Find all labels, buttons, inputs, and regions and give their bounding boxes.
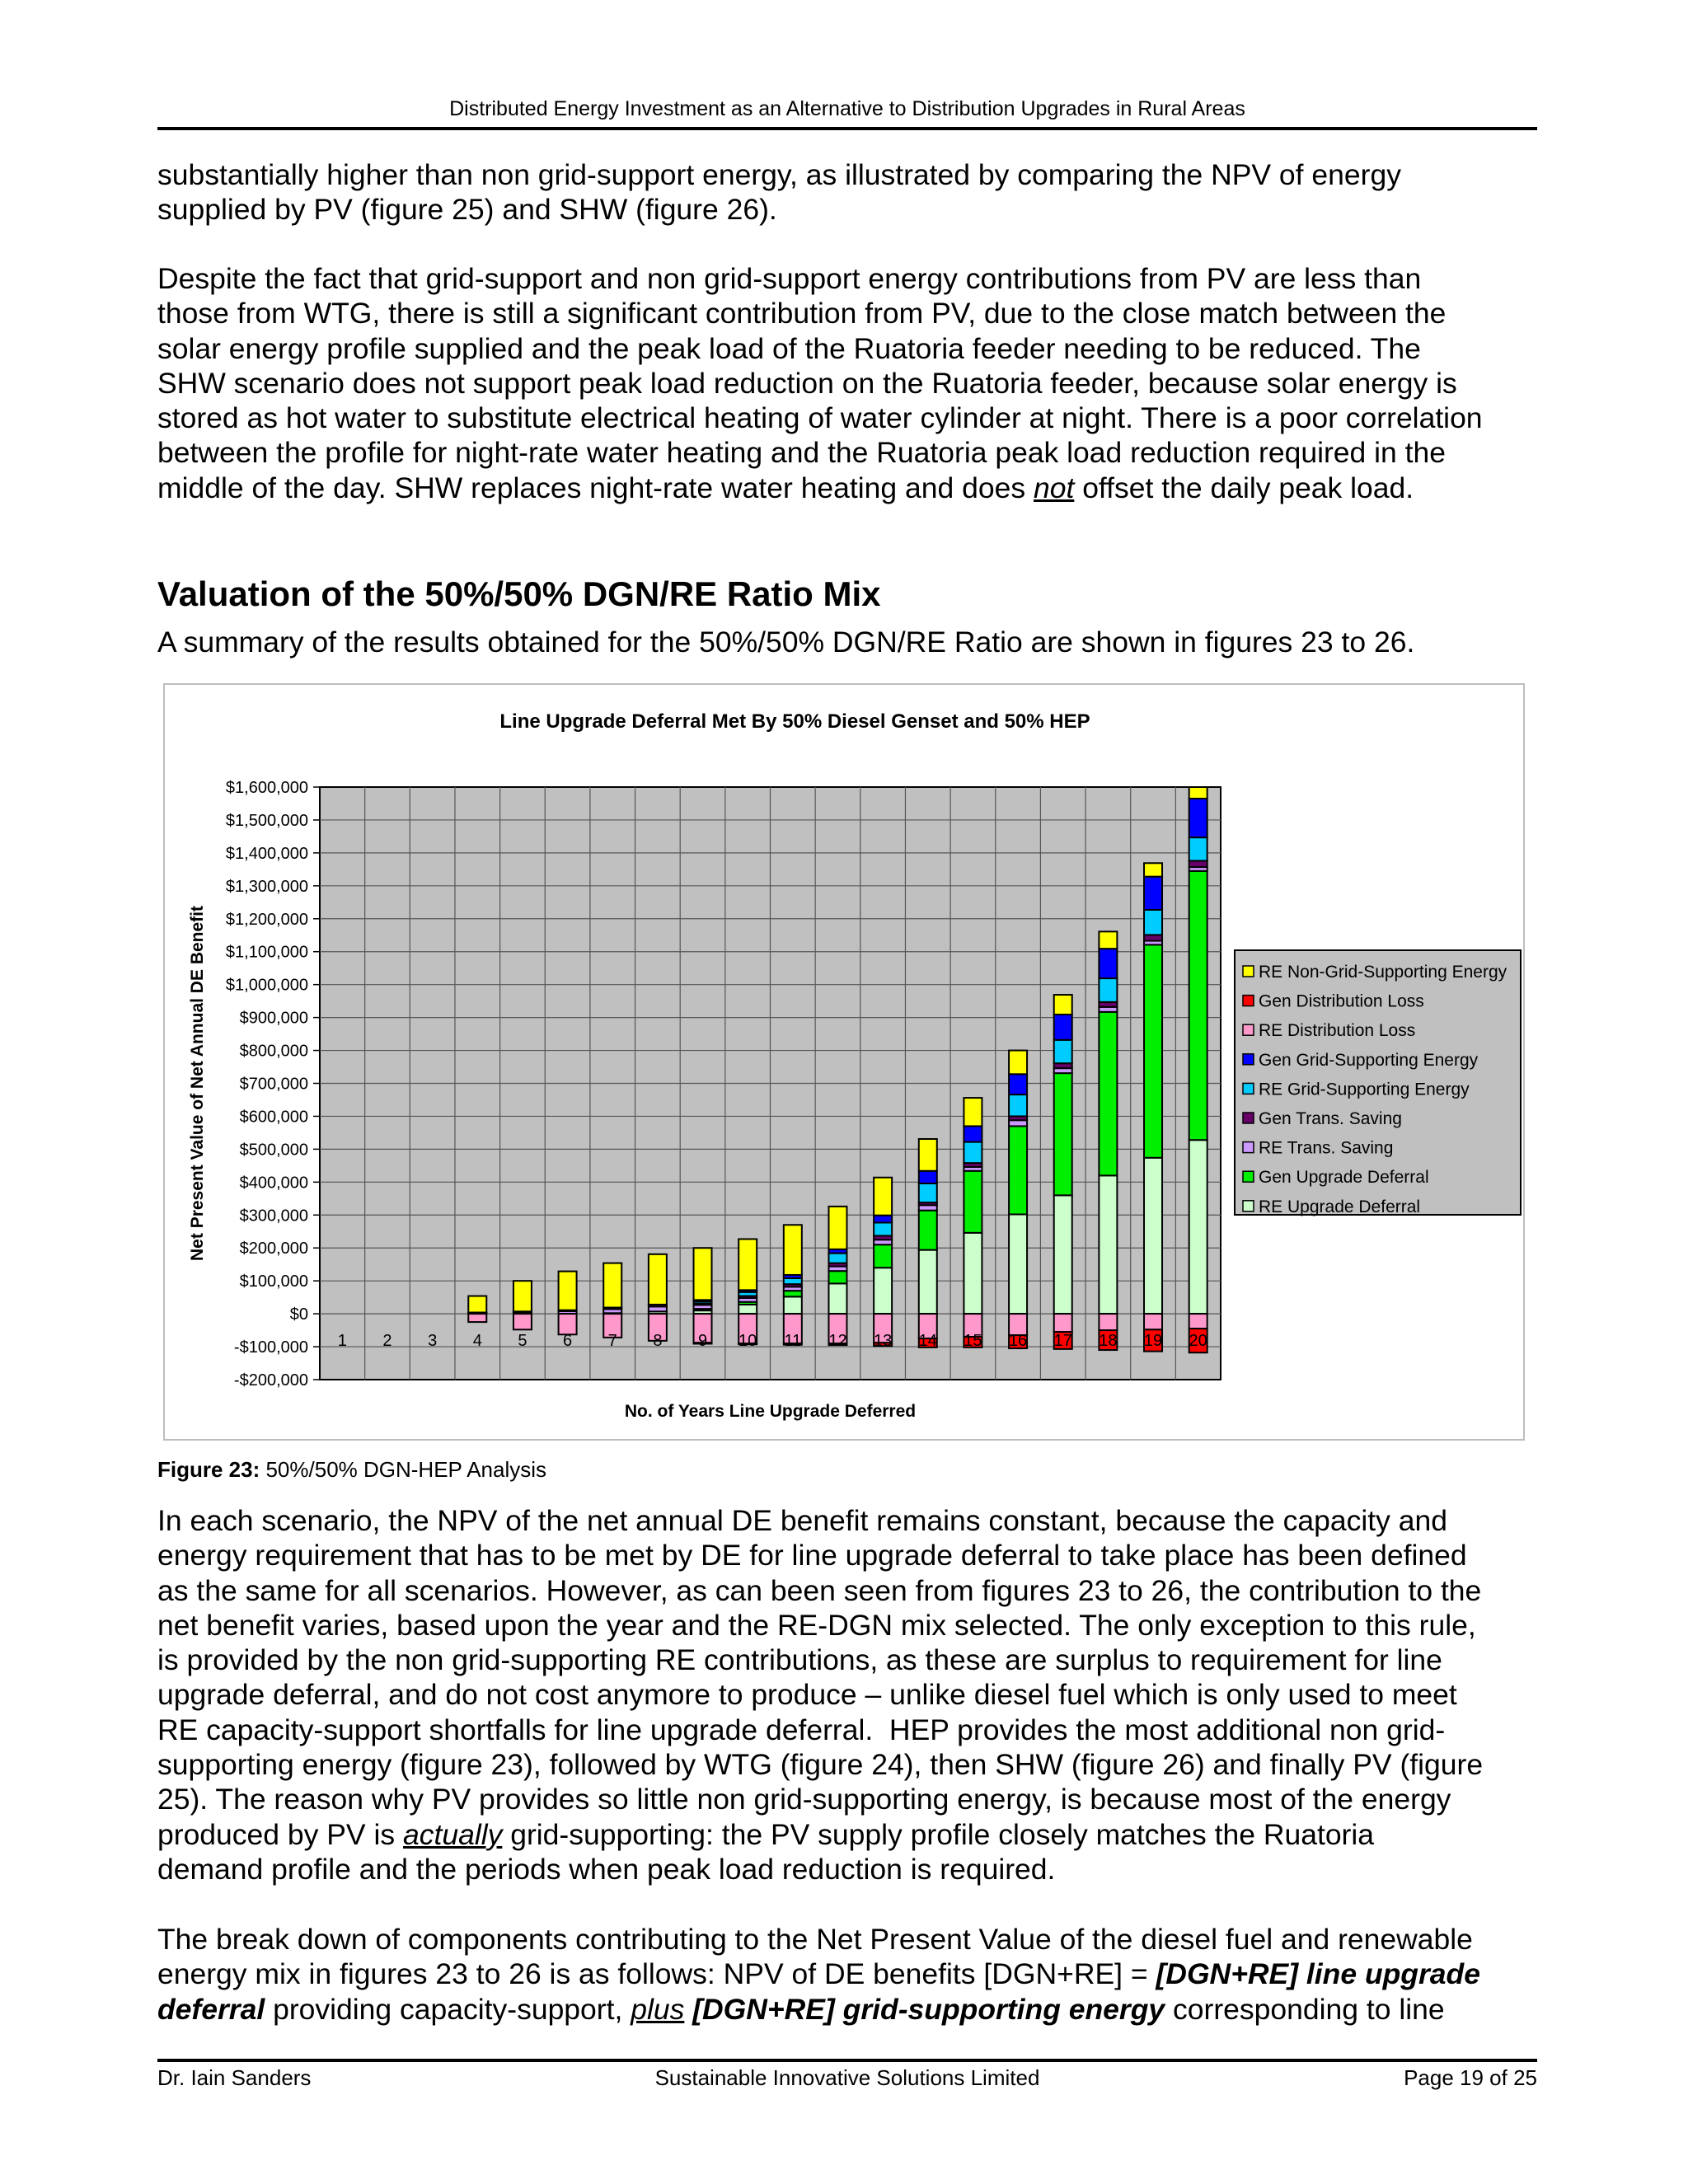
text-line — [157, 1713, 1483, 1747]
text-run: upgrade deferral, and do not cost anymore to produce – unlike diesel fuel which is only used to meet — [157, 1678, 1457, 1712]
text-line — [157, 366, 1483, 401]
bar-segment — [874, 1216, 892, 1223]
y-tick-label: $100,000 — [239, 1272, 308, 1291]
x-tick-label: 9 — [697, 1332, 708, 1351]
text-run: SHW scenario does not support peak load reduction on the Ruatoria feeder, because solar energy is — [157, 366, 1457, 400]
text-run: is provided by the non grid-supporting RE contributions, as these are surplus to requirement for line — [157, 1643, 1442, 1677]
bar-segment — [964, 1142, 982, 1164]
x-tick-label: 7 — [607, 1332, 617, 1351]
legend-swatch — [1243, 1142, 1254, 1153]
text-run: as the same for all scenarios. However, as can been seen from figures 23 to 26, the contribution to the — [157, 1573, 1482, 1607]
bar-segment — [964, 1233, 982, 1314]
x-tick-label: 4 — [472, 1332, 482, 1351]
x-tick-label: 14 — [918, 1332, 937, 1351]
x-tick-label: 13 — [874, 1332, 893, 1351]
bar-segment — [874, 1178, 892, 1216]
text-line — [157, 1852, 1483, 1886]
bar-segment — [784, 1296, 802, 1314]
y-tick-label: $400,000 — [239, 1174, 308, 1193]
x-tick-label: 16 — [1008, 1332, 1028, 1351]
chart-frame — [163, 683, 1525, 1441]
text-line — [157, 1992, 1480, 2027]
legend-label: RE Grid-Supporting Energy — [1259, 1080, 1470, 1099]
emphasis-text: actually — [402, 1817, 503, 1851]
bar-segment — [919, 1250, 937, 1314]
text-line — [157, 1747, 1483, 1782]
bar-segment — [874, 1268, 892, 1314]
text-run: those from WTG, there is still a significant contribution from PV, due to the close match between the — [157, 297, 1447, 330]
bar-segment — [649, 1254, 667, 1305]
figure-caption — [157, 1457, 546, 1483]
x-tick-label: 19 — [1143, 1332, 1163, 1351]
bar-segment — [1144, 877, 1162, 910]
header-rule — [157, 127, 1537, 130]
x-tick-label: 5 — [518, 1332, 528, 1351]
emphasis-text: [DGN+RE] grid-supporting energy — [692, 1992, 1165, 2026]
bar-segment — [1189, 1314, 1207, 1329]
y-tick-label: $900,000 — [239, 1009, 308, 1028]
bar-segment — [1144, 863, 1162, 876]
bar-segment — [1189, 799, 1207, 837]
bar-segment — [1099, 1175, 1117, 1314]
text-run: net benefit varies, based upon the year and the RE-DGN mix selected. The only exception to this rule, — [157, 1608, 1476, 1642]
x-tick-label: 12 — [828, 1332, 847, 1351]
text-run: middle of the day. SHW replaces night-rate water heating and does — [157, 471, 1034, 504]
footer-page-number: Page 19 of 25 — [1404, 2065, 1537, 2090]
body-paragraph — [157, 1922, 1480, 2027]
bar-segment — [1189, 860, 1207, 867]
x-axis-label: No. of Years Line Upgrade Deferred — [624, 1402, 917, 1421]
text-run: energy mix in figures 23 to 26 is as follows: NPV of DE benefits [DGN+RE] = — [157, 1957, 1156, 1991]
bar-segment — [1144, 910, 1162, 935]
bar-segment — [828, 1254, 846, 1263]
bar-segment — [1144, 935, 1162, 940]
bar-segment — [738, 1239, 757, 1290]
text-line — [157, 1922, 1480, 1957]
legend-swatch — [1243, 1083, 1254, 1094]
text-run: providing capacity-support, — [265, 1992, 631, 2026]
x-tick-label: 1 — [337, 1332, 347, 1351]
text-run: solar energy profile supplied and the peak load of the Ruatoria feeder needing to be reduced. The — [157, 331, 1421, 365]
bar-segment — [468, 1296, 486, 1313]
y-tick-label: $1,500,000 — [225, 811, 308, 830]
text-run: between the profile for night-rate water heating and the Ruatoria peak load reduction required in the — [157, 436, 1447, 470]
x-tick-label: 15 — [964, 1332, 982, 1351]
text-line — [157, 1643, 1483, 1677]
y-tick-label: $1,100,000 — [225, 943, 308, 962]
text-run: energy requirement that has to be met by DE for line upgrade deferral to take place has been defined — [157, 1539, 1467, 1572]
x-tick-label: 6 — [563, 1332, 573, 1351]
x-tick-label: 2 — [382, 1332, 392, 1351]
bar-segment — [1189, 837, 1207, 860]
legend-label: RE Distribution Loss — [1259, 1021, 1416, 1041]
bar-segment — [1054, 1314, 1072, 1332]
bar-segment — [1099, 949, 1117, 978]
legend-swatch — [1243, 1054, 1254, 1065]
bar-segment — [694, 1248, 712, 1300]
text-line — [157, 1677, 1483, 1712]
text-run: demand profile and the periods when peak load reduction is required. — [157, 1852, 1056, 1886]
y-tick-label: $200,000 — [239, 1240, 308, 1258]
emphasis-text: plus — [631, 1992, 685, 2026]
text-line — [157, 261, 1483, 296]
bar-segment — [1009, 1051, 1027, 1075]
text-run: corresponding to line — [1165, 1992, 1445, 2026]
text-line — [157, 157, 1401, 192]
text-run: Despite the fact that grid-support and non grid-support energy contributions from PV are less than — [157, 262, 1422, 295]
body-paragraph — [157, 261, 1483, 505]
bar-segment — [1009, 1126, 1027, 1214]
x-tick-label: 17 — [1053, 1332, 1072, 1351]
text-run: The break down of components contributing to the Net Present Value of the diesel fuel and renewable — [157, 1923, 1473, 1956]
legend-label: Gen Grid-Supporting Energy — [1259, 1050, 1479, 1070]
legend-swatch — [1243, 966, 1254, 977]
bar-segment — [738, 1305, 757, 1314]
legend-label: RE Upgrade Deferral — [1259, 1197, 1421, 1216]
y-tick-label: $600,000 — [239, 1108, 308, 1127]
bar-segment — [1189, 1140, 1207, 1314]
x-tick-label: 20 — [1189, 1332, 1207, 1351]
bar-segment — [919, 1139, 937, 1171]
chart-title: Line Upgrade Deferral Met By 50% Diesel Genset and 50% HEP — [499, 710, 1090, 733]
text-line — [157, 1782, 1483, 1816]
bar-segment — [784, 1291, 802, 1296]
text-line — [157, 1503, 1483, 1538]
text-line — [157, 296, 1483, 330]
bar-segment — [1099, 1314, 1117, 1330]
text-line — [157, 192, 1401, 227]
y-tick-label: $1,600,000 — [225, 779, 308, 797]
x-tick-label: 8 — [653, 1332, 663, 1351]
bar-segment — [964, 1171, 982, 1233]
bar-segment — [964, 1098, 982, 1126]
x-tick-label: 18 — [1099, 1332, 1118, 1351]
text-line — [157, 1538, 1483, 1572]
bar-segment — [1144, 1158, 1162, 1314]
bar-segment — [1009, 1094, 1027, 1116]
bar-segment — [513, 1314, 532, 1329]
footer-author: Dr. Iain Sanders — [157, 2065, 312, 2090]
text-run: produced by PV is — [157, 1817, 403, 1851]
bar-segment — [828, 1283, 846, 1314]
stacked-bar-chart — [165, 685, 1526, 1442]
bar-segment — [919, 1183, 937, 1202]
legend-label: Gen Trans. Saving — [1259, 1109, 1402, 1128]
bar-segment — [603, 1263, 621, 1308]
bar-segment — [1099, 978, 1117, 1002]
bar-segment — [828, 1271, 846, 1283]
y-tick-label: $1,200,000 — [225, 910, 308, 929]
legend-label: Gen Upgrade Deferral — [1259, 1168, 1429, 1188]
y-tick-label: $700,000 — [239, 1075, 308, 1094]
caption-label: Figure 23: — [157, 1457, 260, 1482]
text-line — [157, 401, 1483, 435]
bar-segment — [874, 1222, 892, 1235]
body-paragraph — [157, 157, 1401, 227]
emphasis-text: [DGN+RE] line upgrade — [1156, 1957, 1480, 1991]
y-tick-label: $500,000 — [239, 1141, 308, 1160]
emphasis-text: not — [1033, 471, 1075, 504]
bar-segment — [1054, 995, 1072, 1015]
legend-swatch — [1243, 1113, 1254, 1123]
text-run: offset the daily peak load. — [1074, 471, 1414, 504]
text-line — [157, 1957, 1480, 1991]
y-tick-label: $1,300,000 — [225, 877, 308, 896]
text-line — [157, 331, 1483, 366]
bar-segment — [919, 1171, 937, 1183]
legend-label: Gen Distribution Loss — [1259, 991, 1424, 1011]
bar-segment — [1054, 1195, 1072, 1314]
bar-segment — [1054, 1040, 1072, 1063]
text-line — [157, 1573, 1483, 1608]
section-intro: A summary of the results obtained for the 50%/50% DGN/RE Ratio are shown in figures 23 to 26. — [157, 626, 1415, 658]
bar-segment — [919, 1211, 937, 1250]
y-tick-label: $800,000 — [239, 1042, 308, 1061]
x-tick-label: 10 — [738, 1332, 757, 1351]
text-run: grid-supporting: the PV supply profile closely matches the Ruatoria — [502, 1817, 1375, 1851]
legend-swatch — [1243, 1201, 1254, 1212]
bar-segment — [784, 1225, 802, 1275]
y-tick-label: $300,000 — [239, 1207, 308, 1226]
y-axis-label: Net Present Value of Net Annual DE Benefit — [188, 906, 207, 1261]
bar-segment — [1054, 1073, 1072, 1195]
text-run: RE capacity-support shortfalls for line upgrade deferral. HEP provides the most additional non grid- — [157, 1713, 1446, 1746]
text-run: supplied by PV (figure 25) and SHW (figure 26). — [157, 193, 777, 227]
bar-segment — [964, 1126, 982, 1141]
legend-label: RE Non-Grid-Supporting Energy — [1259, 963, 1507, 982]
legend-swatch — [1243, 996, 1254, 1006]
x-tick-label: 11 — [784, 1332, 802, 1351]
y-tick-label: $0 — [289, 1305, 308, 1324]
text-line — [157, 471, 1483, 505]
bar-segment — [874, 1244, 892, 1268]
text-run: 25). The reason why PV provides so little non grid-supporting energy, is because most of the energy — [157, 1783, 1451, 1816]
legend-label: RE Trans. Saving — [1259, 1138, 1394, 1158]
text-line — [157, 1608, 1483, 1643]
legend-swatch — [1243, 1024, 1254, 1035]
text-run: In each scenario, the NPV of the net annual DE benefit remains constant, because the capacity and — [157, 1504, 1447, 1537]
section-heading: Valuation of the 50%/50% DGN/RE Ratio Mix — [157, 574, 881, 613]
y-tick-label: -$200,000 — [233, 1371, 308, 1390]
text-line — [157, 1817, 1483, 1852]
x-tick-label: 3 — [428, 1332, 438, 1351]
bar-segment — [468, 1314, 486, 1322]
footer-company: Sustainable Innovative Solutions Limited — [654, 2065, 1040, 2090]
text-line — [157, 435, 1483, 470]
bar-segment — [1144, 1314, 1162, 1329]
bar-segment — [1144, 944, 1162, 1157]
bar-segment — [828, 1207, 846, 1249]
bar-segment — [784, 1278, 802, 1284]
emphasis-text: deferral — [157, 1992, 265, 2026]
y-tick-label: -$100,000 — [233, 1338, 308, 1357]
running-header: Distributed Energy Investment as an Alternative to Distribution Upgrades in Rural Areas — [449, 97, 1245, 120]
text-run: substantially higher than non grid-support energy, as illustrated by comparing the NPV of energy — [157, 158, 1401, 191]
y-tick-label: $1,400,000 — [225, 844, 308, 863]
bar-segment — [1009, 1120, 1027, 1126]
bar-segment — [1009, 1214, 1027, 1314]
bar-segment — [513, 1281, 532, 1311]
y-tick-label: $1,000,000 — [225, 976, 308, 995]
bar-segment — [1189, 871, 1207, 1140]
text-run: supporting energy (figure 23), followed by WTG (figure 24), then SHW (figure 26) and finally PV (figure — [157, 1748, 1484, 1782]
text-run — [684, 1993, 692, 2026]
bar-segment — [1009, 1074, 1027, 1094]
bar-segment — [1099, 931, 1117, 949]
bar-segment — [1189, 787, 1207, 799]
body-paragraph — [157, 1503, 1483, 1886]
text-run: stored as hot water to substitute electrical heating of water cylinder at night. There is a poor correlation — [157, 401, 1483, 435]
bar-segment — [559, 1272, 577, 1310]
bar-segment — [1054, 1015, 1072, 1040]
footer-rule — [157, 2059, 1537, 2062]
bar-segment — [1099, 1012, 1117, 1176]
caption-text: 50%/50% DGN-HEP Analysis — [260, 1457, 547, 1482]
legend-swatch — [1243, 1171, 1254, 1182]
